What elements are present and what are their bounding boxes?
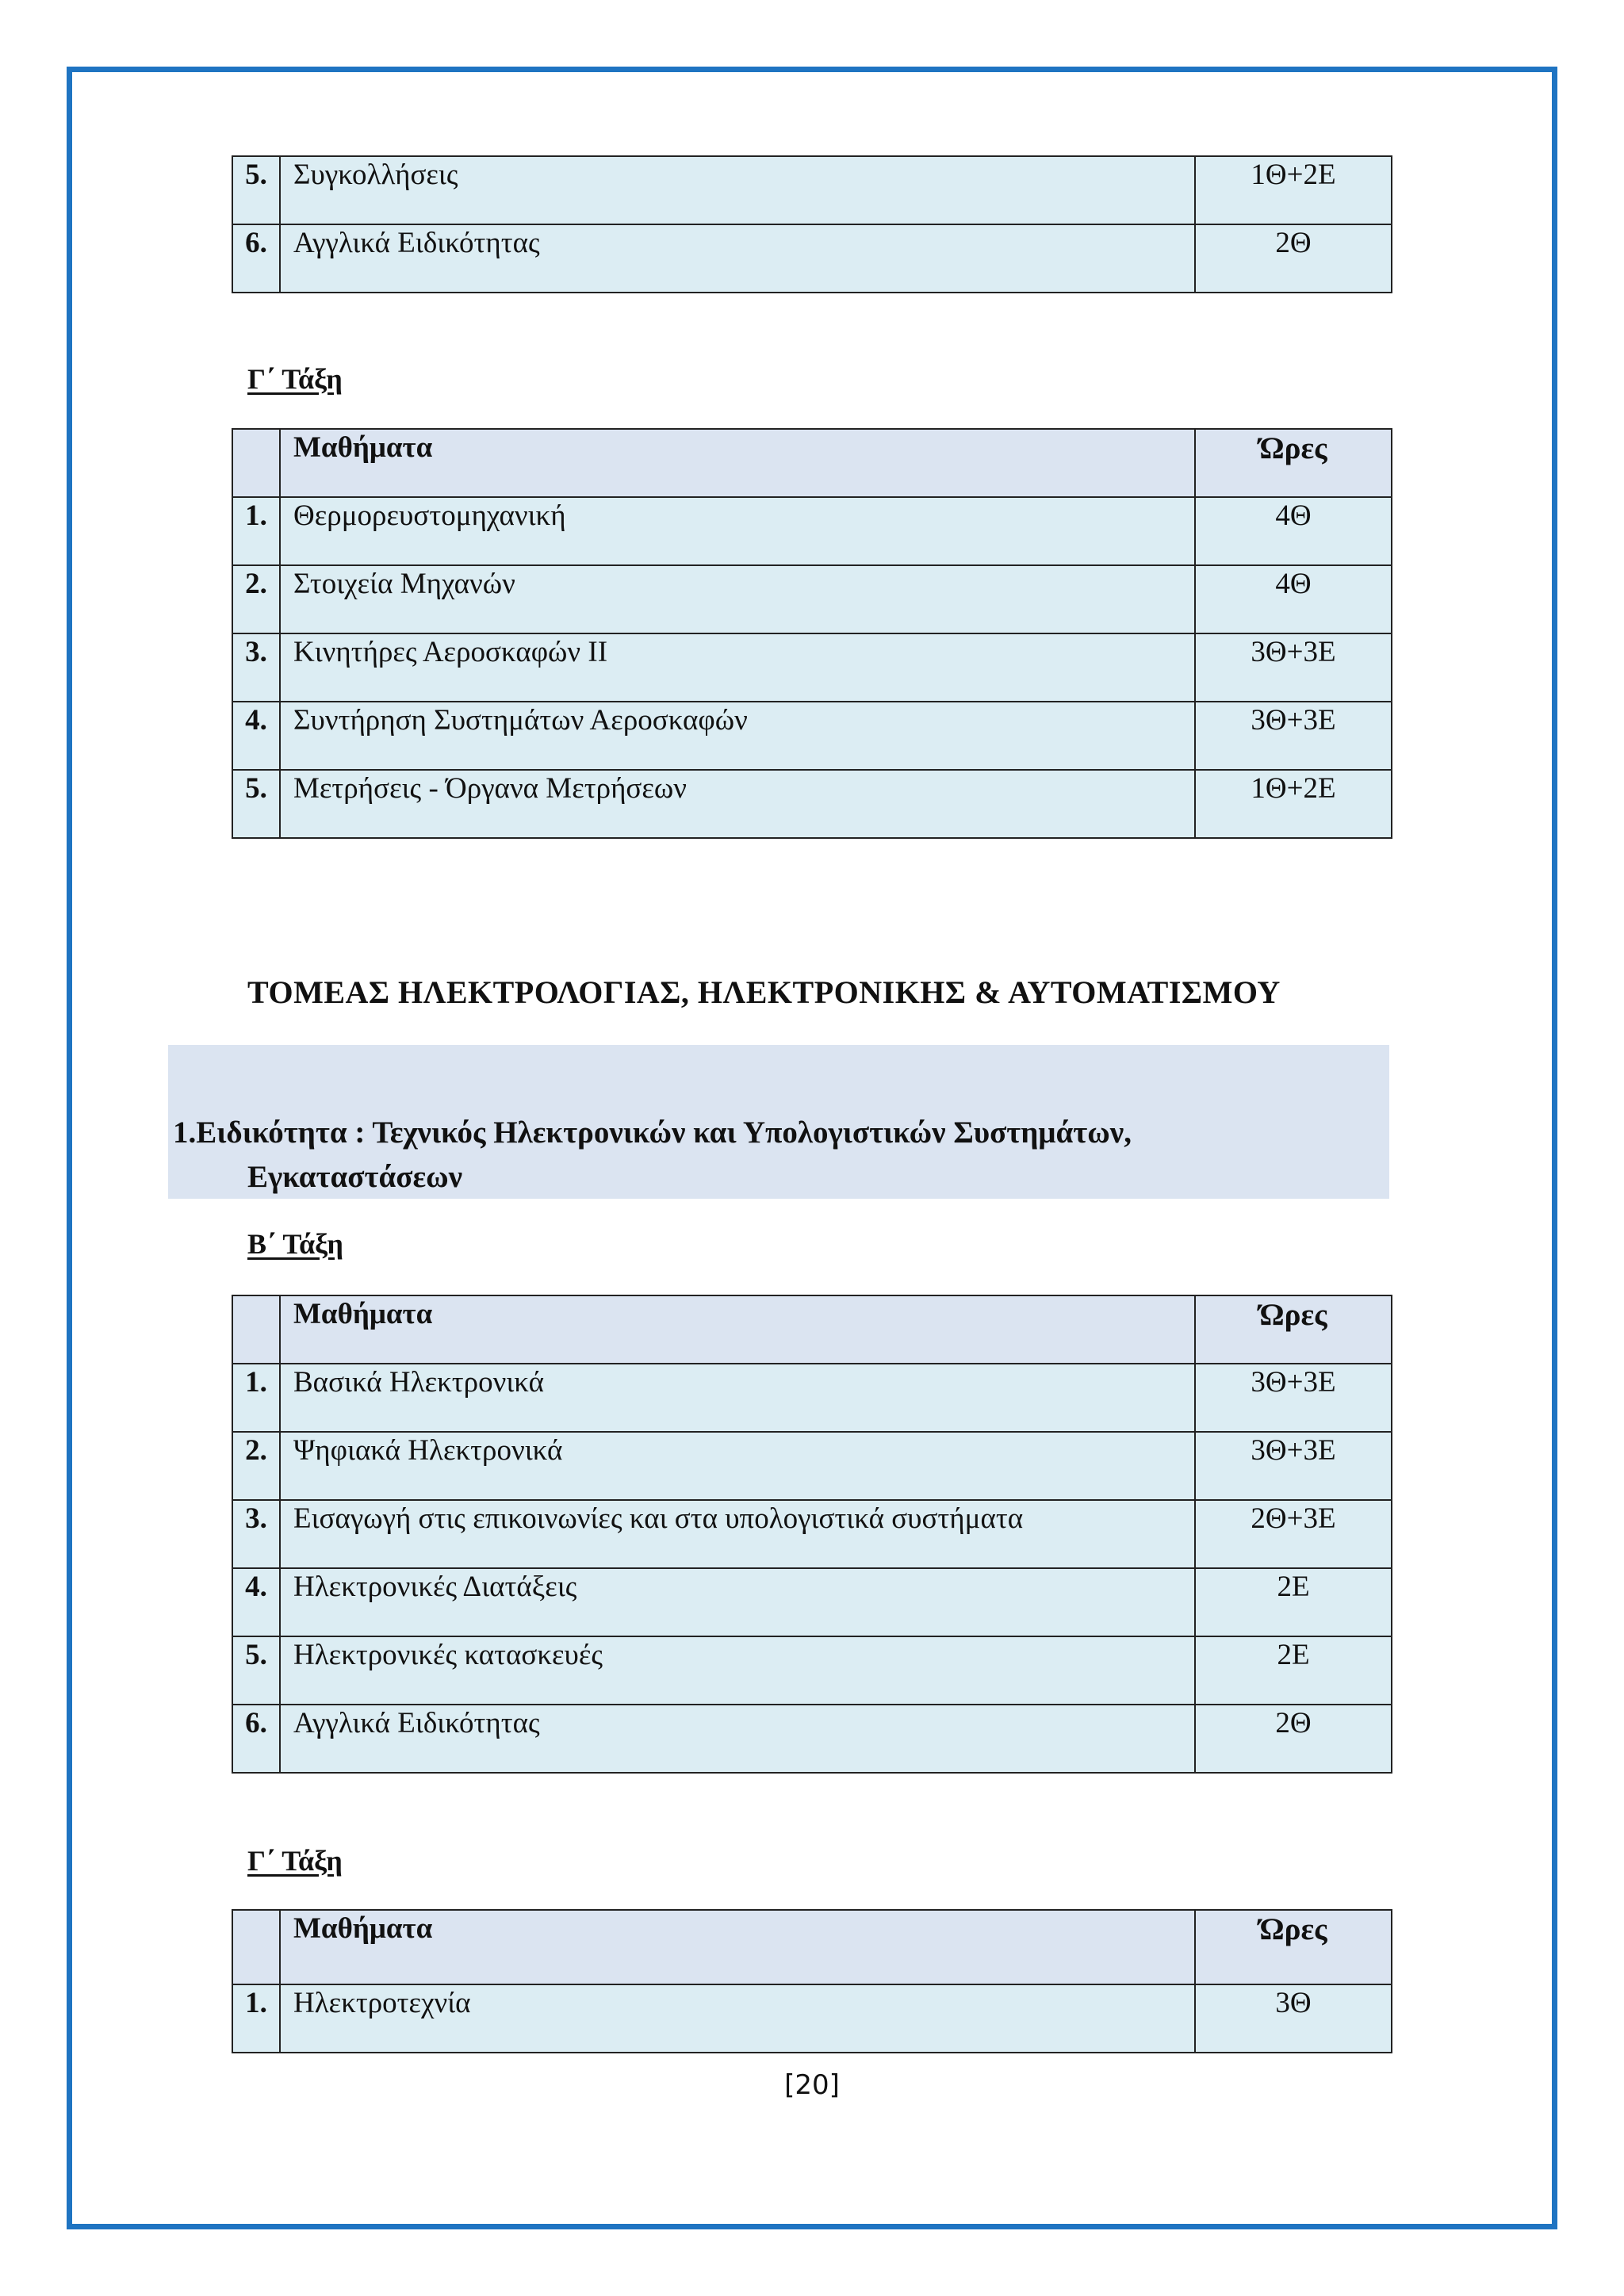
subject-cell: Μετρήσεις - Όργανα Μετρήσεων: [280, 770, 1195, 838]
hours-cell: 1Θ+2Ε: [1195, 156, 1392, 224]
hours-cell: 2Ε: [1195, 1636, 1392, 1705]
row-number: 1.: [232, 1364, 280, 1432]
row-number: 6.: [232, 224, 280, 293]
class-c-label: Γ΄ Τάξη: [247, 1845, 343, 1877]
header-subject: Μαθήματα: [280, 429, 1195, 497]
row-number: 3.: [232, 1500, 280, 1568]
hours-cell: 2Ε: [1195, 1568, 1392, 1636]
header-hours: Ώρες: [1195, 1295, 1392, 1364]
table-class-c-mechanical: [232, 428, 1392, 839]
header-hours: Ώρες: [1195, 429, 1392, 497]
hours-cell: 2Θ+3Ε: [1195, 1500, 1392, 1568]
hours-cell: 3Θ: [1195, 1984, 1392, 2053]
sector-title: ΤΟΜΕΑΣ ΗΛΕΚΤΡΟΛΟΓΙΑΣ, ΗΛΕΚΤΡΟΝΙΚΗΣ & ΑΥΤΟΜΑΤΙΣΜΟΥ: [247, 974, 1281, 1010]
subject-cell: Θερμορευστομηχανική: [280, 497, 1195, 565]
subject-cell: Ηλεκτρονικές κατασκευές: [280, 1636, 1195, 1705]
table-row: [232, 156, 1392, 224]
hours-cell: 3Θ+3Ε: [1195, 633, 1392, 702]
header-subject: Μαθήματα: [280, 1910, 1195, 1984]
table-row: [232, 1568, 1392, 1636]
table-row: [232, 1636, 1392, 1705]
table-continued: [232, 155, 1392, 293]
row-number: 4.: [232, 702, 280, 770]
table-header: [232, 1295, 1392, 1364]
header-subject: Μαθήματα: [280, 1295, 1195, 1364]
header-hours: Ώρες: [1195, 1910, 1392, 1984]
hours-cell: 3Θ+3Ε: [1195, 1432, 1392, 1500]
table-class-c-electronics: [232, 1909, 1392, 2053]
table-row: [232, 1432, 1392, 1500]
hours-cell: 3Θ+3Ε: [1195, 702, 1392, 770]
header-empty-cell: [232, 429, 280, 497]
class-c-label: Γ΄ Τάξη: [247, 363, 343, 395]
row-number: 3.: [232, 633, 280, 702]
row-number: 1.: [232, 497, 280, 565]
table-header: [232, 1910, 1392, 1984]
hours-cell: 1Θ+2Ε: [1195, 770, 1392, 838]
table-row: [232, 702, 1392, 770]
row-number: 2.: [232, 1432, 280, 1500]
specialty-title: 1.Ειδικότητα : Τεχνικός Ηλεκτρονικών και Υπολογιστικών Συστημάτων,: [173, 1115, 1132, 1150]
table-row: [232, 1364, 1392, 1432]
row-number: 5.: [232, 1636, 280, 1705]
subject-cell: Αγγλικά Ειδικότητας: [280, 224, 1195, 293]
table-class-b-electronics: [232, 1295, 1392, 1774]
table-row: [232, 1705, 1392, 1773]
subject-cell: Αγγλικά Ειδικότητας: [280, 1705, 1195, 1773]
page-number: [20]: [784, 2069, 840, 2101]
subject-cell: Ηλεκτροτεχνία: [280, 1984, 1195, 2053]
hours-cell: 4Θ: [1195, 497, 1392, 565]
row-number: 1.: [232, 1984, 280, 2053]
header-empty-cell: [232, 1910, 280, 1984]
table-row: [232, 224, 1392, 293]
hours-cell: 2Θ: [1195, 224, 1392, 293]
row-number: 6.: [232, 1705, 280, 1773]
subject-cell: Βασικά Ηλεκτρονικά: [280, 1364, 1195, 1432]
subject-cell: Ψηφιακά Ηλεκτρονικά: [280, 1432, 1195, 1500]
subject-cell: Συντήρηση Συστημάτων Αεροσκαφών: [280, 702, 1195, 770]
hours-cell: 4Θ: [1195, 565, 1392, 633]
subject-cell: Συγκολλήσεις: [280, 156, 1195, 224]
table-header: [232, 429, 1392, 497]
subject-cell: Κινητήρες Αεροσκαφών ΙΙ: [280, 633, 1195, 702]
table-row: [232, 565, 1392, 633]
table-row: [232, 1984, 1392, 2053]
subject-cell: Εισαγωγή στις επικοινωνίες και στα υπολογιστικά συστήματα: [280, 1500, 1195, 1568]
table-row: [232, 633, 1392, 702]
subject-cell: Ηλεκτρονικές Διατάξεις: [280, 1568, 1195, 1636]
specialty-title-continued: Εγκαταστάσεων: [247, 1160, 463, 1194]
table-row: [232, 1500, 1392, 1568]
row-number: 5.: [232, 156, 280, 224]
subject-cell: Στοιχεία Μηχανών: [280, 565, 1195, 633]
class-b-label: Β΄ Τάξη: [247, 1228, 343, 1260]
row-number: 5.: [232, 770, 280, 838]
row-number: 4.: [232, 1568, 280, 1636]
row-number: 2.: [232, 565, 280, 633]
hours-cell: 3Θ+3Ε: [1195, 1364, 1392, 1432]
hours-cell: 2Θ: [1195, 1705, 1392, 1773]
header-empty-cell: [232, 1295, 280, 1364]
table-row: [232, 497, 1392, 565]
table-row: [232, 770, 1392, 838]
